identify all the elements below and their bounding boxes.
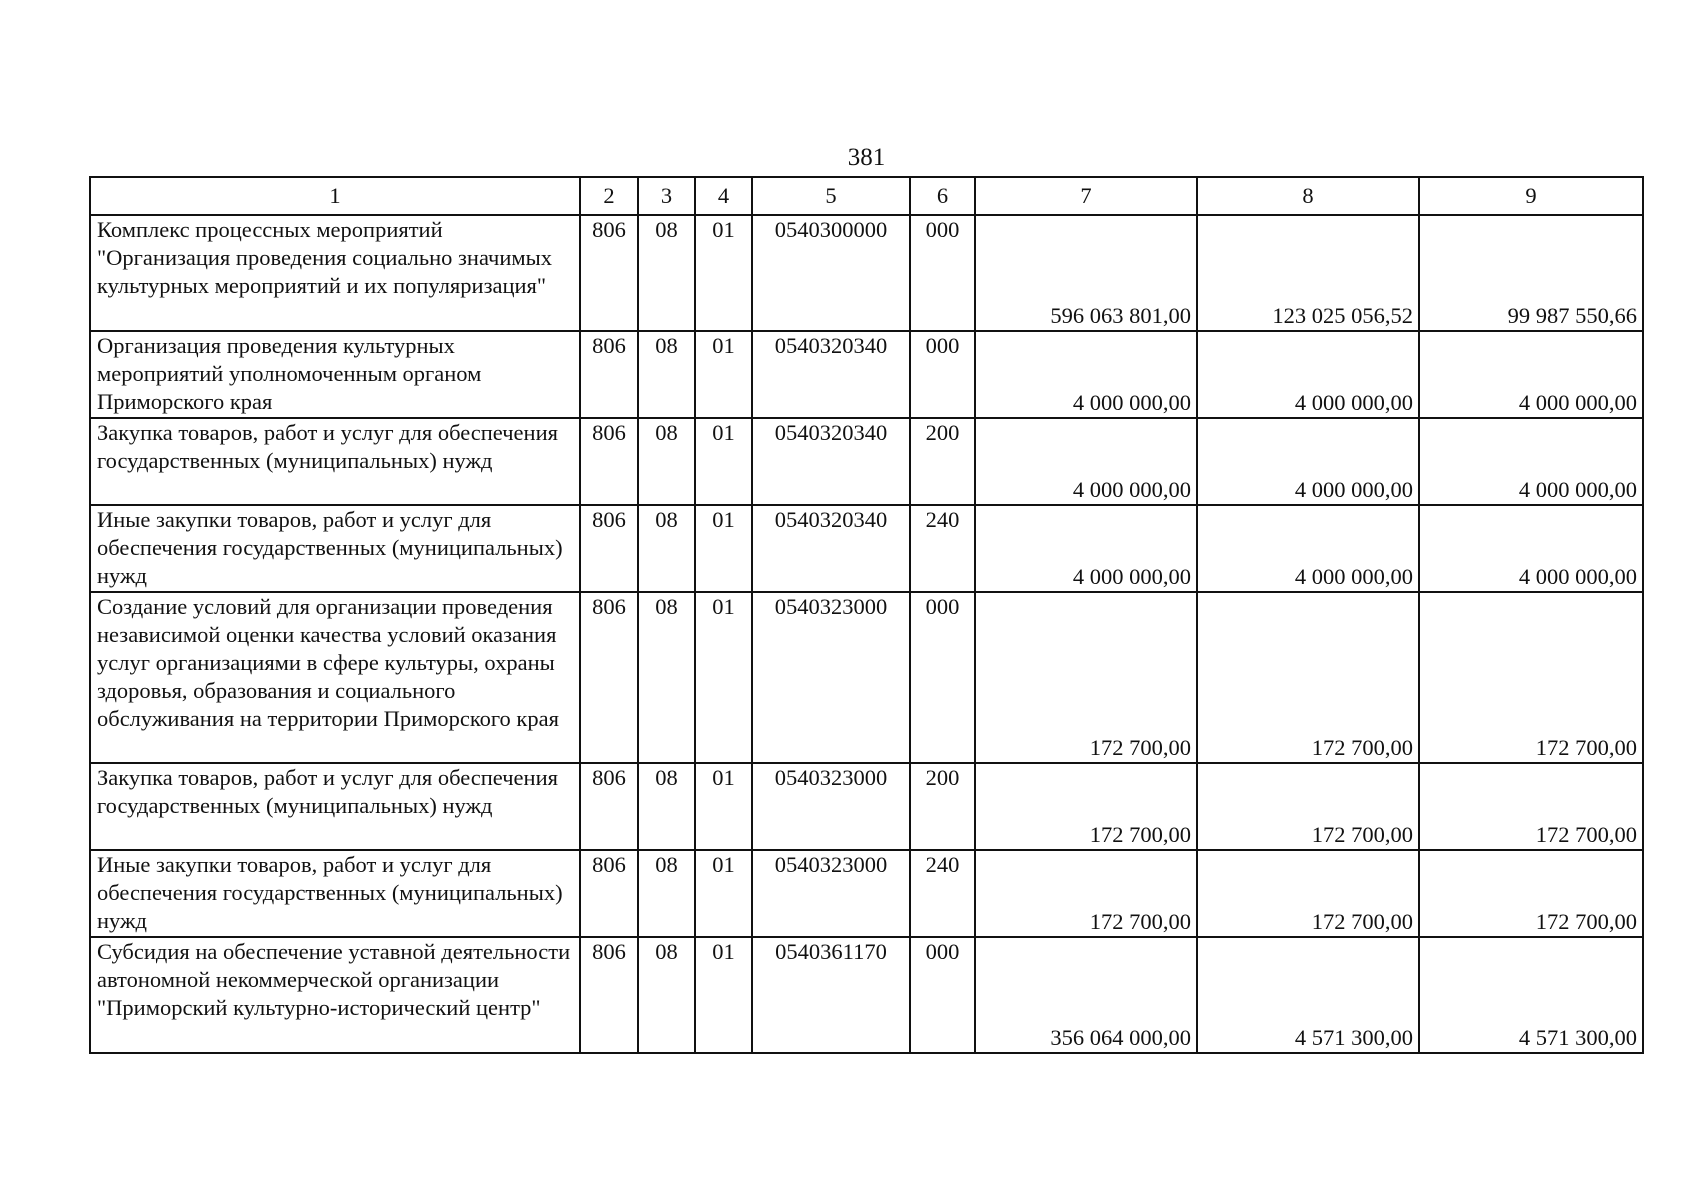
row-name: Иные закупки товаров, работ и услуг для обеспечения государственных (муниципальных) нужд	[90, 505, 580, 592]
cell-amount-8: 172 700,00	[1197, 850, 1419, 937]
cell-amount-9: 172 700,00	[1419, 850, 1643, 937]
column-header: 1	[90, 177, 580, 215]
table-row	[90, 331, 1643, 418]
cell-target-article: 0540323000	[752, 763, 910, 850]
cell-amount-9: 4 000 000,00	[1419, 505, 1643, 592]
row-name: Организация проведения культурных мероприятий уполномоченным органом Приморского края	[90, 331, 580, 418]
cell-ministry-code: 806	[580, 331, 638, 418]
cell-amount-9: 99 987 550,66	[1419, 215, 1643, 331]
cell-subsection: 01	[695, 592, 752, 763]
cell-amount-7: 596 063 801,00	[975, 215, 1197, 331]
cell-ministry-code: 806	[580, 937, 638, 1053]
column-header: 5	[752, 177, 910, 215]
cell-subsection: 01	[695, 850, 752, 937]
table-row	[90, 763, 1643, 850]
cell-amount-9: 4 000 000,00	[1419, 418, 1643, 505]
cell-section: 08	[638, 937, 695, 1053]
cell-amount-7: 356 064 000,00	[975, 937, 1197, 1053]
cell-target-article: 0540300000	[752, 215, 910, 331]
cell-subsection: 01	[695, 937, 752, 1053]
cell-amount-8: 4 000 000,00	[1197, 505, 1419, 592]
cell-subsection: 01	[695, 763, 752, 850]
cell-section: 08	[638, 215, 695, 331]
cell-expense-type: 000	[910, 215, 975, 331]
cell-ministry-code: 806	[580, 763, 638, 850]
cell-section: 08	[638, 331, 695, 418]
row-name: Иные закупки товаров, работ и услуг для обеспечения государственных (муниципальных) нужд	[90, 850, 580, 937]
column-header: 7	[975, 177, 1197, 215]
cell-amount-8: 4 000 000,00	[1197, 331, 1419, 418]
cell-target-article: 0540361170	[752, 937, 910, 1053]
cell-amount-8: 172 700,00	[1197, 592, 1419, 763]
column-header: 3	[638, 177, 695, 215]
table-header-row	[90, 177, 1643, 215]
cell-amount-8: 172 700,00	[1197, 763, 1419, 850]
column-header: 9	[1419, 177, 1643, 215]
cell-ministry-code: 806	[580, 850, 638, 937]
cell-subsection: 01	[695, 418, 752, 505]
row-name: Закупка товаров, работ и услуг для обеспечения государственных (муниципальных) нужд	[90, 763, 580, 850]
cell-amount-7: 172 700,00	[975, 763, 1197, 850]
cell-section: 08	[638, 592, 695, 763]
column-header: 2	[580, 177, 638, 215]
cell-expense-type: 200	[910, 763, 975, 850]
cell-expense-type: 200	[910, 418, 975, 505]
table-row	[90, 418, 1643, 505]
cell-expense-type: 000	[910, 937, 975, 1053]
cell-target-article: 0540320340	[752, 418, 910, 505]
cell-subsection: 01	[695, 331, 752, 418]
cell-target-article: 0540320340	[752, 505, 910, 592]
cell-ministry-code: 806	[580, 505, 638, 592]
cell-amount-8: 123 025 056,52	[1197, 215, 1419, 331]
cell-subsection: 01	[695, 505, 752, 592]
cell-ministry-code: 806	[580, 215, 638, 331]
cell-target-article: 0540323000	[752, 850, 910, 937]
cell-amount-9: 4 571 300,00	[1419, 937, 1643, 1053]
cell-target-article: 0540320340	[752, 331, 910, 418]
cell-amount-9: 172 700,00	[1419, 763, 1643, 850]
table-row	[90, 592, 1643, 763]
cell-subsection: 01	[695, 215, 752, 331]
cell-amount-7: 172 700,00	[975, 850, 1197, 937]
cell-amount-8: 4 571 300,00	[1197, 937, 1419, 1053]
cell-section: 08	[638, 850, 695, 937]
cell-expense-type: 240	[910, 505, 975, 592]
cell-amount-7: 172 700,00	[975, 592, 1197, 763]
table-row	[90, 850, 1643, 937]
cell-amount-7: 4 000 000,00	[975, 331, 1197, 418]
cell-section: 08	[638, 418, 695, 505]
column-header: 4	[695, 177, 752, 215]
table-row	[90, 505, 1643, 592]
row-name: Создание условий для организации проведения независимой оценки качества условий оказания услуг организациями в сфере культуры, охраны здоровья, образования и социального обслуживания на территории Приморского края	[90, 592, 580, 763]
cell-section: 08	[638, 763, 695, 850]
cell-amount-9: 172 700,00	[1419, 592, 1643, 763]
row-name: Комплекс процессных мероприятий "Организация проведения социально значимых культурных мероприятий и их популяризация"	[90, 215, 580, 331]
page-number: 381	[847, 144, 886, 171]
column-header: 6	[910, 177, 975, 215]
table-row	[90, 215, 1643, 331]
column-header: 8	[1197, 177, 1419, 215]
row-name: Закупка товаров, работ и услуг для обеспечения государственных (муниципальных) нужд	[90, 418, 580, 505]
cell-expense-type: 000	[910, 331, 975, 418]
cell-amount-8: 4 000 000,00	[1197, 418, 1419, 505]
row-name: Субсидия на обеспечение уставной деятельности автономной некоммерческой организации "Приморский культурно-исторический центр"	[90, 937, 580, 1053]
cell-amount-7: 4 000 000,00	[975, 418, 1197, 505]
cell-ministry-code: 806	[580, 592, 638, 763]
budget-table	[89, 176, 1644, 1054]
cell-section: 08	[638, 505, 695, 592]
cell-amount-7: 4 000 000,00	[975, 505, 1197, 592]
cell-amount-9: 4 000 000,00	[1419, 331, 1643, 418]
table-row	[90, 937, 1643, 1053]
cell-expense-type: 000	[910, 592, 975, 763]
cell-target-article: 0540323000	[752, 592, 910, 763]
cell-ministry-code: 806	[580, 418, 638, 505]
cell-expense-type: 240	[910, 850, 975, 937]
